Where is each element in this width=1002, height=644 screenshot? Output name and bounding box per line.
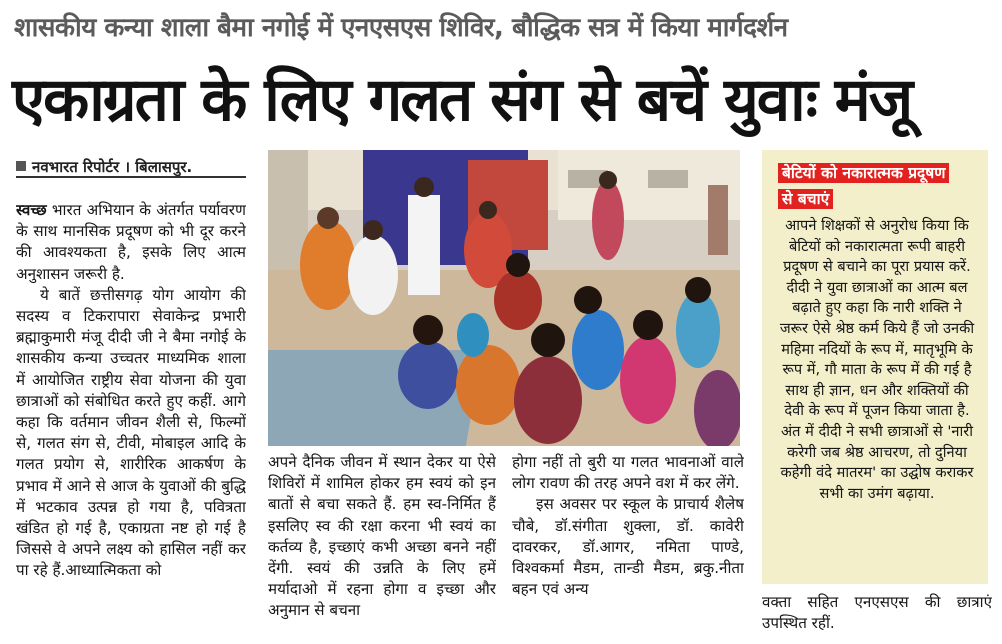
sidebar-box — [762, 150, 988, 584]
byline-square-icon — [16, 161, 26, 171]
article-column-1 — [16, 200, 246, 640]
byline-text: नवभारत रिपोर्टर । बिलासपुर. — [32, 158, 193, 176]
article-col3-paragraph-1: होगा नहीं तो बुरी या गलत भावनाओं वाले लोग रावण की तरह अपने वश में कर लेंगे. — [512, 453, 744, 493]
article-paragraph-2: ये बातें छत्तीसगढ़ योग आयोग की सदस्य व टिकरापारा सेवाकेन्द्र प्रभारी ब्रह्माकुमारी मंजू दीदी जी ने बैमा नगोई के शासकीय कन्या उच्चतर माध्यमिक शाला में आयोजित राष्ट्रीय सेवा योजना की युवा छात्राओं को संबोधित करते हुए कहीं. आगे कहा कि वर्तमान जीवन शैली से, फिल्मों से, गलत संग से, टीवी, मोबाइल आदि के गलत प्रयोग से, शारीरिक आकर्षण के प्रभाव में आने से आज के युवाओं की बुद्धि में भटकाव उत्पन्न हो गया है, पवित्रता खंडित हो गई है, एकाग्रता नष्ट हो गई है जिससे वे अपने लक्ष्य को हासिल नहीं कर पा रहे हैं.आध्यात्मिकता को — [16, 285, 246, 580]
article-col3-paragraph-2: इस अवसर पर स्कूल के प्राचार्य शैलेष चौबे, डॉ.संगीता शुक्ला, डॉ. कावेरी दावरकर, डॉ.आगर, नमिता पाण्डे, विश्वकर्मा मैडम, तान्डी मैडम, ब्रकु.नीता बहन एवं अन्य — [512, 495, 744, 599]
sidebar-title: बेटियों को नकारात्मक प्रदूषण से बचाएं — [778, 163, 949, 209]
article-para1-text: भारत अभियान के अंतर्गत पर्यावरण के साथ मानसिक प्रदूषण को भी दूर करने की आवश्यकता है, इसके लिए आत्म अनुशासन जरूरी है. — [16, 201, 246, 283]
event-photo-illustration — [268, 150, 740, 446]
sidebar-body: आपने शिक्षकों से अनुरोध किया कि बेटियों को नकारात्मता रूपी बाहरी प्रदूषण से बचाने का पूरा प्रयास करें. दीदी ने युवा छात्राओं का आत्म बल बढ़ाते हुए कहा कि नारी शक्ति ने जरूर ऐसे श्रेष्ठ कर्म किये हैं जो उनकी महिमा नदियों के रूप में, मातृभूमि के रूप में, गौ माता के रूप में की गई है साथ ही ज्ञान, धन और शक्तियों की देवी के रूप में पूजन किया जाता है. अंत में दीदी ने सभी छात्राओं से 'नारी करेगी जब श्रेष्ठ आचरण, तो दुनिया कहेगी वंदे मातरम' का उद्घोष कराकर सभी का उमंग बढ़ाया. — [779, 217, 975, 502]
byline — [16, 156, 246, 178]
event-photo — [268, 150, 740, 446]
headline: एकाग्रता के लिए गलत संग से बचें युवाः मंजू — [12, 65, 912, 135]
lead-word: स्वच्छ — [16, 201, 47, 219]
article-column-3 — [512, 452, 744, 640]
article-paragraph-1 — [16, 200, 246, 285]
article-column-2: अपने दैनिक जीवन में स्थान देकर या ऐसे शिविरों में शामिल होकर हम स्वयं को इन बातों से बचा सकते हैं. हम स्व-निर्मित हैं इसलिए स्व की रक्षा करना भी स्वयं का कर्तव्य है, इच्छाएं कभी अच्छा बनने नहीं देंगी. स्वयं की उन्नति के लिए हमें मर्यादाओ में रहना होगा व इच्छा और अनुमान से बचना — [268, 453, 496, 620]
article-column-4: वक्ता सहित एनएसएस की छात्राएं उपस्थित रहीं. — [762, 593, 992, 633]
kicker: शासकीय कन्या शाला बैमा नगोई में एनएसएस शिविर, बौद्धिक सत्र में किया मार्गदर्शन — [14, 13, 788, 43]
sidebar-title-wrap — [778, 160, 958, 212]
